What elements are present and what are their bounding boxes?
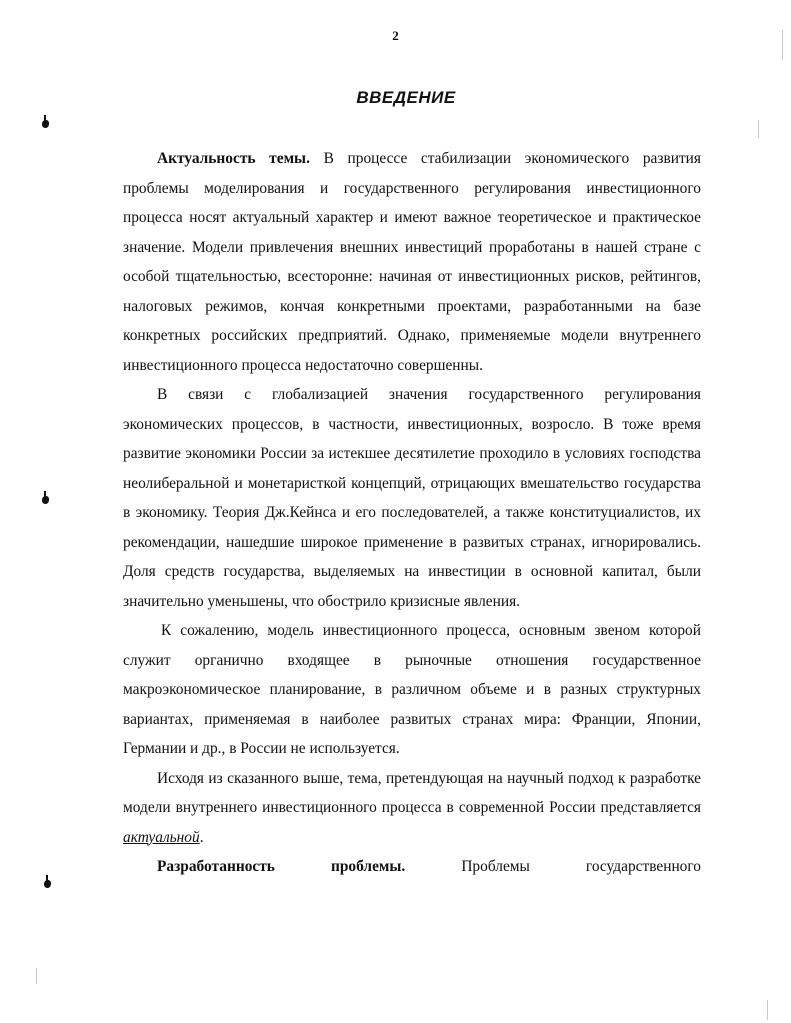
- section-word: Проблемы: [461, 858, 530, 875]
- paragraph-conclusion: [123, 764, 701, 853]
- section-word: государственного: [585, 858, 701, 875]
- binding-hole-mark: [42, 120, 49, 128]
- paragraph-lead: Актуальность темы.: [157, 150, 310, 167]
- page-title: ВВЕДЕНИЕ: [356, 88, 456, 107]
- paragraph-relevance: [123, 144, 701, 380]
- scan-artifact: [782, 30, 783, 60]
- paragraph-model: [123, 616, 701, 764]
- paragraph-text: В связи с глобализацией значения государственного регулирования экономических процессов, в частности, инвестиционных, возросло. В тоже время развитие экономики России за истекшее десятилетие проходило в условиях господства неолиберальной и монетаристкой концепций, отрицающих вмешательство государства в экономику. Теория Дж.Кейнса и его последователей, а также конституциалистов, их рекомендации, нашедшие широкое применение в развитых странах, игнорировались. Доля средств государства, выделяемых на инвестиции в основной капитал, были значительно уменьшены, что обострило кризисные явления.: [123, 386, 701, 610]
- emphasis-word: актуальной: [123, 828, 200, 846]
- scan-artifact: [36, 968, 37, 984]
- section-lead-word: проблемы.: [331, 858, 406, 875]
- binding-hole-mark: [42, 496, 49, 504]
- document-body: [123, 144, 701, 882]
- scan-artifact: [758, 120, 759, 138]
- paragraph-text: В процессе стабилизации экономического развития проблемы моделирования и государственного регулирования инвестиционного процесса носят актуальный характер и имеют важное теоретическое и практическое значение. Модели привлечения внешних инвестиций проработаны в нашей стране с особой тщательностью, всесторонне: начиная от инвестиционных рисков, рейтингов, налоговых режимов, кончая конкретными проектами, разработанными на базе конкретных российских предприятий. Однако, применяемые модели внутреннего инвестиционного процесса недостаточно совершенны.: [123, 150, 701, 374]
- paragraph-text: К сожалению, модель инвестиционного процесса, основным звеном которой служит органично входящее в рыночные отношения государственное макроэкономическое планирование, в различном объеме и в разных структурных вариантах, применяемая в наиболее развитых странах мира: Франции, Японии, Германии и др., в России не используется.: [123, 622, 701, 757]
- paragraph-globalization: [123, 380, 701, 616]
- page-number: 2: [392, 28, 399, 43]
- binding-hole-mark: [44, 880, 51, 888]
- paragraph-elaboration: [123, 852, 701, 882]
- section-lead-word: Разработанность: [157, 858, 275, 875]
- paragraph-text: Исходя из сказанного выше, тема, претендующая на научный подход к разработке модели внутреннего инвестиционного процесса в современной России представляется: [123, 769, 701, 816]
- paragraph-text-end: .: [199, 828, 204, 846]
- scan-artifact: [767, 1000, 768, 1020]
